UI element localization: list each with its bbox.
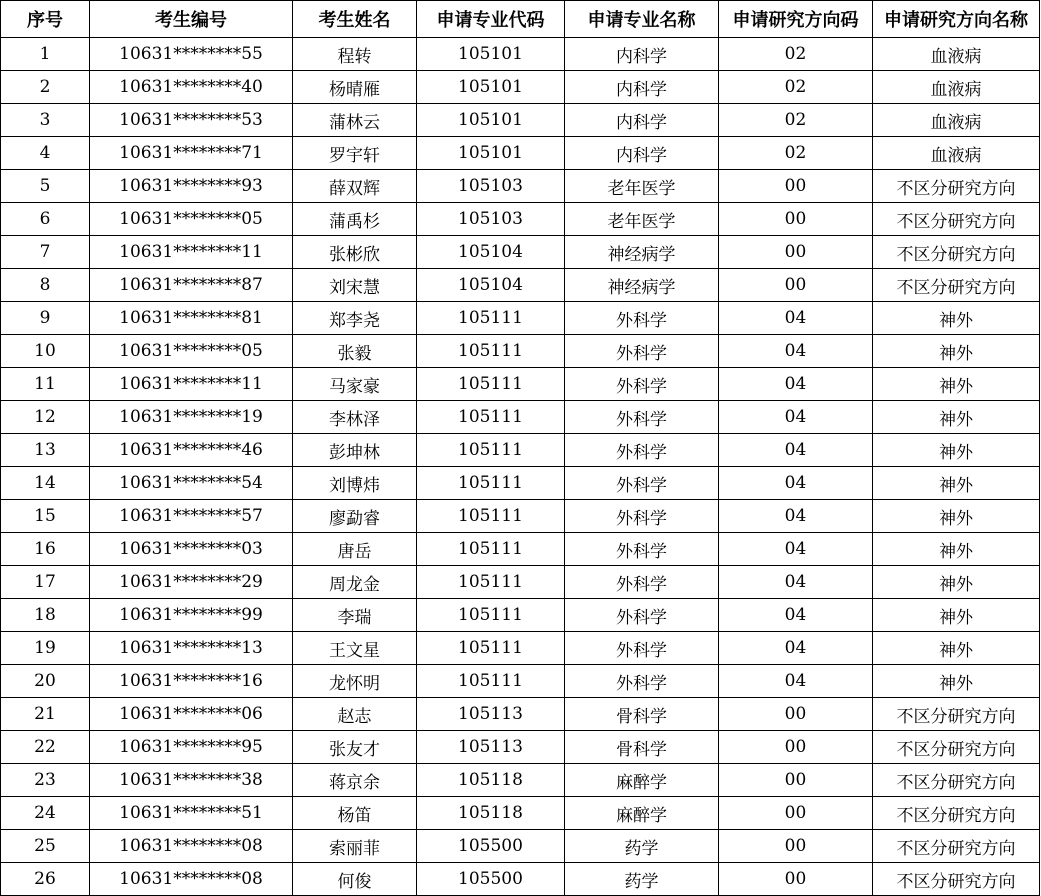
cell-direction-code: 04 — [719, 632, 873, 665]
cell-serial-number: 14 — [1, 467, 90, 500]
cell-major-name: 神经病学 — [565, 269, 719, 302]
table-header — [1, 1, 1040, 38]
header-major-name: 申请专业名称 — [565, 1, 719, 38]
cell-candidate-name: 廖勐睿 — [293, 500, 417, 533]
cell-direction-code: 00 — [719, 269, 873, 302]
table-row — [1, 500, 1040, 533]
cell-serial-number: 19 — [1, 632, 90, 665]
cell-direction-code: 04 — [719, 665, 873, 698]
cell-candidate-name: 刘宋慧 — [293, 269, 417, 302]
cell-candidate-id: 10631********11 — [90, 236, 293, 269]
cell-serial-number: 12 — [1, 401, 90, 434]
table-row — [1, 632, 1040, 665]
cell-major-code: 105111 — [417, 599, 565, 632]
cell-direction-name: 不区分研究方向 — [873, 203, 1040, 236]
cell-major-name: 外科学 — [565, 665, 719, 698]
cell-serial-number: 13 — [1, 434, 90, 467]
cell-direction-code: 04 — [719, 533, 873, 566]
cell-major-name: 外科学 — [565, 302, 719, 335]
cell-major-name: 外科学 — [565, 335, 719, 368]
cell-major-name: 外科学 — [565, 566, 719, 599]
cell-candidate-id: 10631********05 — [90, 203, 293, 236]
cell-major-name: 药学 — [565, 863, 719, 896]
cell-serial-number: 15 — [1, 500, 90, 533]
table-body — [1, 38, 1040, 896]
cell-serial-number: 20 — [1, 665, 90, 698]
cell-serial-number: 25 — [1, 830, 90, 863]
table-row — [1, 335, 1040, 368]
cell-direction-name: 神外 — [873, 599, 1040, 632]
cell-direction-name: 血液病 — [873, 38, 1040, 71]
cell-candidate-id: 10631********93 — [90, 170, 293, 203]
cell-candidate-id: 10631********05 — [90, 335, 293, 368]
cell-major-code: 105113 — [417, 698, 565, 731]
cell-candidate-id: 10631********54 — [90, 467, 293, 500]
cell-candidate-name: 索丽菲 — [293, 830, 417, 863]
table-row — [1, 599, 1040, 632]
cell-candidate-id: 10631********46 — [90, 434, 293, 467]
cell-major-code: 105111 — [417, 401, 565, 434]
cell-candidate-id: 10631********08 — [90, 830, 293, 863]
table-row — [1, 170, 1040, 203]
cell-candidate-id: 10631********40 — [90, 71, 293, 104]
table-row — [1, 38, 1040, 71]
cell-serial-number: 11 — [1, 368, 90, 401]
cell-direction-name: 不区分研究方向 — [873, 797, 1040, 830]
cell-candidate-id: 10631********13 — [90, 632, 293, 665]
header-serial-number: 序号 — [1, 1, 90, 38]
table-row — [1, 104, 1040, 137]
cell-direction-name: 血液病 — [873, 104, 1040, 137]
cell-serial-number: 7 — [1, 236, 90, 269]
cell-serial-number: 24 — [1, 797, 90, 830]
cell-direction-name: 血液病 — [873, 71, 1040, 104]
cell-candidate-name: 杨笛 — [293, 797, 417, 830]
cell-candidate-name: 周龙金 — [293, 566, 417, 599]
cell-major-code: 105104 — [417, 269, 565, 302]
cell-direction-name: 神外 — [873, 665, 1040, 698]
cell-candidate-name: 蒲禹杉 — [293, 203, 417, 236]
cell-candidate-id: 10631********11 — [90, 368, 293, 401]
cell-candidate-name: 蒲林云 — [293, 104, 417, 137]
cell-major-code: 105103 — [417, 170, 565, 203]
header-candidate-name: 考生姓名 — [293, 1, 417, 38]
cell-candidate-id: 10631********51 — [90, 797, 293, 830]
cell-candidate-id: 10631********29 — [90, 566, 293, 599]
cell-major-code: 105101 — [417, 71, 565, 104]
cell-direction-code: 04 — [719, 599, 873, 632]
table-row — [1, 137, 1040, 170]
cell-major-code: 105111 — [417, 566, 565, 599]
cell-serial-number: 16 — [1, 533, 90, 566]
cell-direction-name: 不区分研究方向 — [873, 698, 1040, 731]
table-row — [1, 269, 1040, 302]
cell-serial-number: 17 — [1, 566, 90, 599]
cell-direction-code: 00 — [719, 764, 873, 797]
cell-serial-number: 10 — [1, 335, 90, 368]
cell-direction-code: 00 — [719, 863, 873, 896]
cell-serial-number: 22 — [1, 731, 90, 764]
cell-direction-code: 04 — [719, 368, 873, 401]
cell-major-name: 麻醉学 — [565, 764, 719, 797]
cell-major-name: 外科学 — [565, 500, 719, 533]
cell-major-code: 105101 — [417, 137, 565, 170]
cell-direction-name: 神外 — [873, 500, 1040, 533]
cell-major-code: 105111 — [417, 500, 565, 533]
cell-direction-code: 00 — [719, 170, 873, 203]
cell-major-name: 麻醉学 — [565, 797, 719, 830]
cell-serial-number: 8 — [1, 269, 90, 302]
cell-candidate-id: 10631********95 — [90, 731, 293, 764]
cell-direction-name: 神外 — [873, 401, 1040, 434]
cell-candidate-id: 10631********81 — [90, 302, 293, 335]
cell-candidate-id: 10631********57 — [90, 500, 293, 533]
cell-direction-code: 00 — [719, 830, 873, 863]
table-row — [1, 302, 1040, 335]
cell-major-name: 内科学 — [565, 71, 719, 104]
cell-candidate-name: 蒋京余 — [293, 764, 417, 797]
cell-serial-number: 21 — [1, 698, 90, 731]
cell-direction-name: 不区分研究方向 — [873, 269, 1040, 302]
cell-direction-name: 神外 — [873, 632, 1040, 665]
cell-direction-name: 不区分研究方向 — [873, 236, 1040, 269]
cell-candidate-name: 程转 — [293, 38, 417, 71]
cell-direction-name: 神外 — [873, 302, 1040, 335]
table-row — [1, 566, 1040, 599]
table-row — [1, 71, 1040, 104]
cell-direction-name: 神外 — [873, 368, 1040, 401]
cell-direction-name: 神外 — [873, 566, 1040, 599]
table-row — [1, 665, 1040, 698]
cell-candidate-name: 罗宇轩 — [293, 137, 417, 170]
cell-direction-code: 00 — [719, 698, 873, 731]
table-row — [1, 830, 1040, 863]
cell-major-name: 神经病学 — [565, 236, 719, 269]
table-row — [1, 203, 1040, 236]
table-row — [1, 467, 1040, 500]
cell-major-name: 骨科学 — [565, 698, 719, 731]
cell-direction-name: 不区分研究方向 — [873, 764, 1040, 797]
cell-major-code: 105111 — [417, 335, 565, 368]
cell-major-code: 105500 — [417, 863, 565, 896]
cell-serial-number: 4 — [1, 137, 90, 170]
cell-direction-name: 神外 — [873, 467, 1040, 500]
cell-direction-code: 04 — [719, 302, 873, 335]
table-row — [1, 401, 1040, 434]
cell-direction-code: 02 — [719, 104, 873, 137]
cell-major-name: 老年医学 — [565, 170, 719, 203]
cell-candidate-name: 王文星 — [293, 632, 417, 665]
table-row — [1, 533, 1040, 566]
cell-major-name: 内科学 — [565, 38, 719, 71]
cell-direction-code: 02 — [719, 71, 873, 104]
cell-direction-name: 神外 — [873, 335, 1040, 368]
cell-major-code: 105111 — [417, 302, 565, 335]
cell-major-code: 105111 — [417, 467, 565, 500]
cell-major-code: 105118 — [417, 764, 565, 797]
cell-major-code: 105111 — [417, 368, 565, 401]
cell-direction-code: 04 — [719, 401, 873, 434]
header-row — [1, 1, 1040, 38]
cell-candidate-id: 10631********16 — [90, 665, 293, 698]
header-major-code: 申请专业代码 — [417, 1, 565, 38]
table-row — [1, 368, 1040, 401]
cell-candidate-name: 龙怀明 — [293, 665, 417, 698]
cell-major-name: 外科学 — [565, 533, 719, 566]
cell-direction-code: 00 — [719, 203, 873, 236]
cell-major-code: 105500 — [417, 830, 565, 863]
cell-candidate-name: 马家豪 — [293, 368, 417, 401]
header-candidate-id: 考生编号 — [90, 1, 293, 38]
cell-direction-name: 不区分研究方向 — [873, 830, 1040, 863]
cell-direction-name: 不区分研究方向 — [873, 731, 1040, 764]
cell-serial-number: 23 — [1, 764, 90, 797]
cell-direction-name: 血液病 — [873, 137, 1040, 170]
table-row — [1, 698, 1040, 731]
cell-serial-number: 26 — [1, 863, 90, 896]
cell-direction-code: 02 — [719, 38, 873, 71]
cell-direction-name: 不区分研究方向 — [873, 170, 1040, 203]
cell-direction-code: 00 — [719, 731, 873, 764]
cell-candidate-name: 何俊 — [293, 863, 417, 896]
cell-candidate-id: 10631********71 — [90, 137, 293, 170]
cell-candidate-name: 李林泽 — [293, 401, 417, 434]
cell-serial-number: 3 — [1, 104, 90, 137]
cell-major-name: 外科学 — [565, 368, 719, 401]
cell-major-code: 105111 — [417, 632, 565, 665]
cell-major-name: 药学 — [565, 830, 719, 863]
cell-candidate-name: 杨晴雁 — [293, 71, 417, 104]
cell-major-name: 外科学 — [565, 467, 719, 500]
cell-major-name: 外科学 — [565, 401, 719, 434]
header-direction-code: 申请研究方向码 — [719, 1, 873, 38]
cell-direction-code: 00 — [719, 797, 873, 830]
cell-serial-number: 18 — [1, 599, 90, 632]
cell-major-code: 105113 — [417, 731, 565, 764]
cell-candidate-name: 张彬欣 — [293, 236, 417, 269]
cell-candidate-name: 郑李尧 — [293, 302, 417, 335]
cell-serial-number: 6 — [1, 203, 90, 236]
cell-direction-name: 神外 — [873, 434, 1040, 467]
table-row — [1, 236, 1040, 269]
cell-major-name: 外科学 — [565, 434, 719, 467]
cell-direction-code: 04 — [719, 500, 873, 533]
cell-candidate-name: 唐岳 — [293, 533, 417, 566]
cell-major-code: 105103 — [417, 203, 565, 236]
cell-candidate-name: 张毅 — [293, 335, 417, 368]
cell-direction-code: 04 — [719, 566, 873, 599]
cell-candidate-id: 10631********08 — [90, 863, 293, 896]
cell-direction-code: 02 — [719, 137, 873, 170]
cell-serial-number: 1 — [1, 38, 90, 71]
cell-candidate-id: 10631********53 — [90, 104, 293, 137]
cell-direction-name: 不区分研究方向 — [873, 863, 1040, 896]
cell-major-name: 外科学 — [565, 599, 719, 632]
table-row — [1, 863, 1040, 896]
cell-direction-code: 00 — [719, 236, 873, 269]
cell-major-name: 内科学 — [565, 104, 719, 137]
cell-direction-code: 04 — [719, 434, 873, 467]
cell-major-code: 105101 — [417, 104, 565, 137]
cell-serial-number: 2 — [1, 71, 90, 104]
cell-direction-code: 04 — [719, 335, 873, 368]
cell-major-code: 105111 — [417, 533, 565, 566]
table-row — [1, 434, 1040, 467]
cell-major-name: 骨科学 — [565, 731, 719, 764]
table-row — [1, 797, 1040, 830]
header-direction-name: 申请研究方向名称 — [873, 1, 1040, 38]
cell-candidate-name: 薛双辉 — [293, 170, 417, 203]
cell-candidate-name: 刘博炜 — [293, 467, 417, 500]
cell-serial-number: 5 — [1, 170, 90, 203]
cell-candidate-id: 10631********55 — [90, 38, 293, 71]
cell-candidate-id: 10631********99 — [90, 599, 293, 632]
cell-serial-number: 9 — [1, 302, 90, 335]
cell-candidate-name: 彭坤林 — [293, 434, 417, 467]
cell-candidate-id: 10631********87 — [90, 269, 293, 302]
table-row — [1, 731, 1040, 764]
cell-major-code: 105101 — [417, 38, 565, 71]
cell-major-code: 105111 — [417, 434, 565, 467]
cell-candidate-id: 10631********03 — [90, 533, 293, 566]
cell-candidate-name: 张友才 — [293, 731, 417, 764]
cell-direction-code: 04 — [719, 467, 873, 500]
cell-direction-name: 神外 — [873, 533, 1040, 566]
table-row — [1, 764, 1040, 797]
cell-candidate-id: 10631********38 — [90, 764, 293, 797]
cell-candidate-name: 赵志 — [293, 698, 417, 731]
cell-major-name: 内科学 — [565, 137, 719, 170]
cell-candidate-id: 10631********19 — [90, 401, 293, 434]
cell-major-code: 105111 — [417, 665, 565, 698]
cell-candidate-name: 李瑞 — [293, 599, 417, 632]
cell-candidate-id: 10631********06 — [90, 698, 293, 731]
cell-major-name: 外科学 — [565, 632, 719, 665]
cell-major-code: 105118 — [417, 797, 565, 830]
cell-major-code: 105104 — [417, 236, 565, 269]
cell-major-name: 老年医学 — [565, 203, 719, 236]
